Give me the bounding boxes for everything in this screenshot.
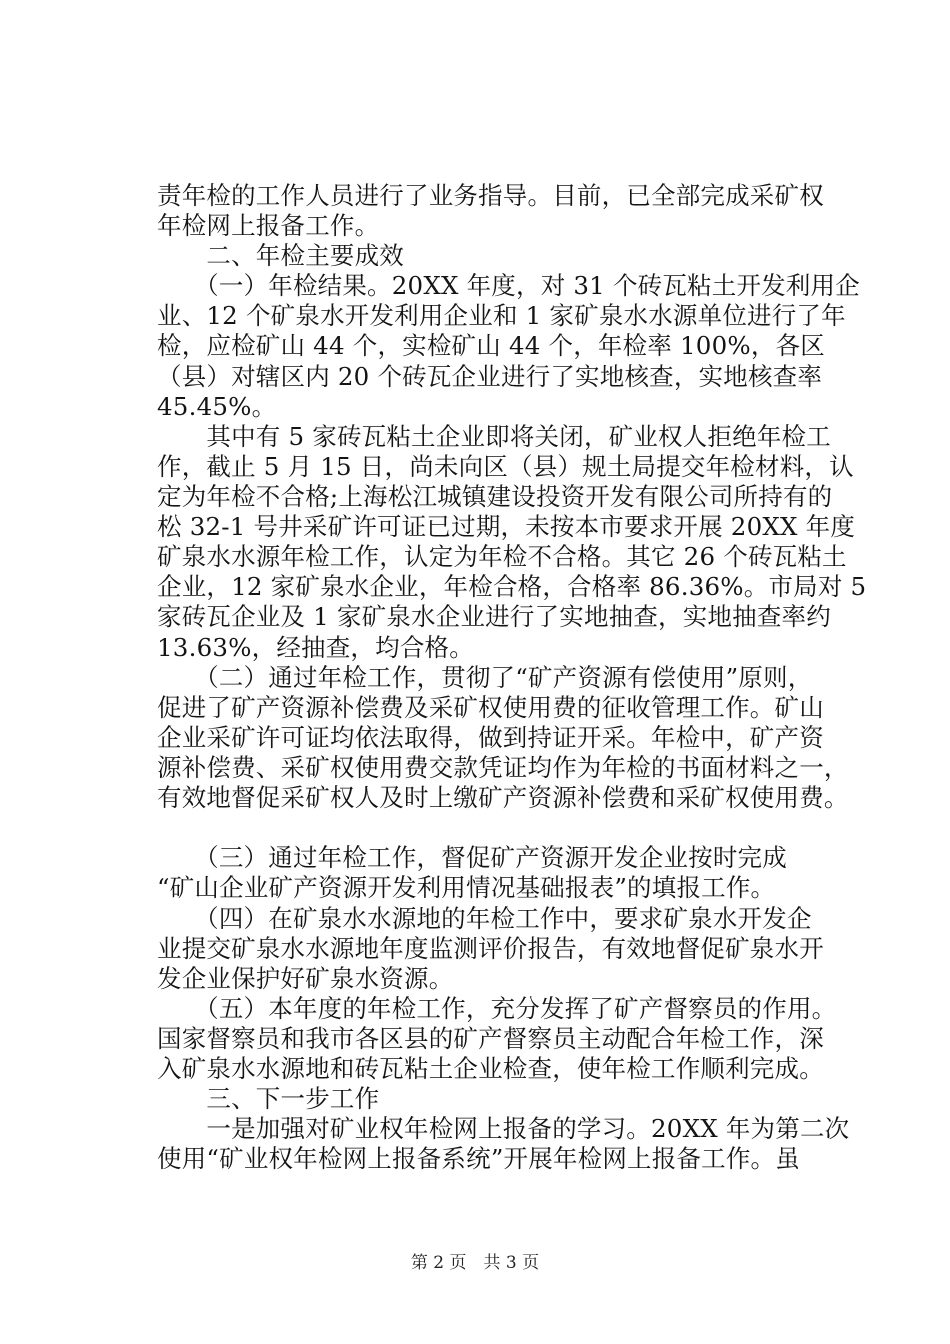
text-line: 业、12 个矿泉水开发利用企业和 1 家矿泉水水源单位进行了年	[157, 301, 846, 330]
text-line: 13.63%，经抽查，均合格。	[157, 633, 474, 662]
text-line: 作，截止 5 月 15 日，尚未向区（县）规土局提交年检材料，认	[157, 452, 854, 481]
text-line: 促进了矿产资源补偿费及采矿权使用费的征收管理工作。矿山	[157, 693, 824, 722]
section-heading: 二、年检主要成效	[157, 241, 404, 270]
text-line: 松 32-1 号井采矿许可证已过期，未按本市要求开展 20XX 年度	[157, 512, 856, 541]
text-line: （三）通过年检工作，督促矿产资源开发企业按时完成	[157, 843, 787, 872]
text-line: 使用“矿业权年检网上报备系统”开展年检网上报备工作。虽	[157, 1144, 800, 1173]
text-line: 业提交矿泉水水源地年度监测评价报告，有效地督促矿泉水开	[157, 934, 824, 963]
text-line: （二）通过年检工作，贯彻了“矿产资源有偿使用”原则，	[157, 663, 813, 692]
text-line: 矿泉水水源年检工作，认定为年检不合格。其它 26 个砖瓦粘土	[157, 542, 847, 571]
text-line: （县）对辖区内 20 个砖瓦企业进行了实地核查，实地核查率	[157, 362, 823, 391]
section-heading: 三、下一步工作	[157, 1084, 380, 1113]
text-line: 源补偿费、采矿权使用费交款凭证均作为年检的书面材料之一，	[157, 753, 849, 782]
text-line: 家砖瓦企业及 1 家矿泉水企业进行了实地抽查，实地抽查率约	[157, 602, 831, 631]
text-line: 其中有 5 家砖瓦粘土企业即将关闭，矿业权人拒绝年检工	[157, 422, 831, 451]
text-line: 入矿泉水水源地和砖瓦粘土企业检查，使年检工作顺利完成。	[157, 1054, 824, 1083]
text-line: （四）在矿泉水水源地的年检工作中，要求矿泉水开发企	[157, 904, 812, 933]
text-line: 责年检的工作人员进行了业务指导。目前，已全部完成采矿权	[157, 181, 824, 210]
text-line: “矿山企业矿产资源开发利用情况基础报表”的填报工作。	[157, 873, 776, 902]
page-number: 第 2 页 共 3 页	[410, 1253, 540, 1273]
text-line: 定为年检不合格;上海松江城镇建设投资开发有限公司所持有的	[157, 482, 833, 511]
text-line: 发企业保护好矿泉水资源。	[157, 964, 454, 993]
text-line: 企业，12 家矿泉水企业，年检合格，合格率 86.36%。市局对 5	[157, 572, 867, 601]
text-line: 45.45%。	[157, 392, 277, 421]
text-line: 企业采矿许可证均依法取得，做到持证开采。年检中，矿产资	[157, 723, 824, 752]
text-line: （一）年检结果。20XX 年度，对 31 个砖瓦粘土开发利用企	[157, 271, 860, 300]
text-line: 国家督察员和我市各区县的矿产督察员主动配合年检工作，深	[157, 1024, 824, 1053]
text-line: 一是加强对矿业权年检网上报备的学习。20XX 年为第二次	[157, 1114, 850, 1143]
text-line: 检，应检矿山 44 个，实检矿山 44 个，年检率 100%，各区	[157, 331, 825, 360]
text-line: 有效地督促采矿权人及时上缴矿产资源补偿费和采矿权使用费。	[157, 783, 849, 812]
text-line: 年检网上报备工作。	[157, 211, 380, 240]
text-line: （五）本年度的年检工作，充分发挥了矿产督察员的作用。	[157, 994, 837, 1023]
